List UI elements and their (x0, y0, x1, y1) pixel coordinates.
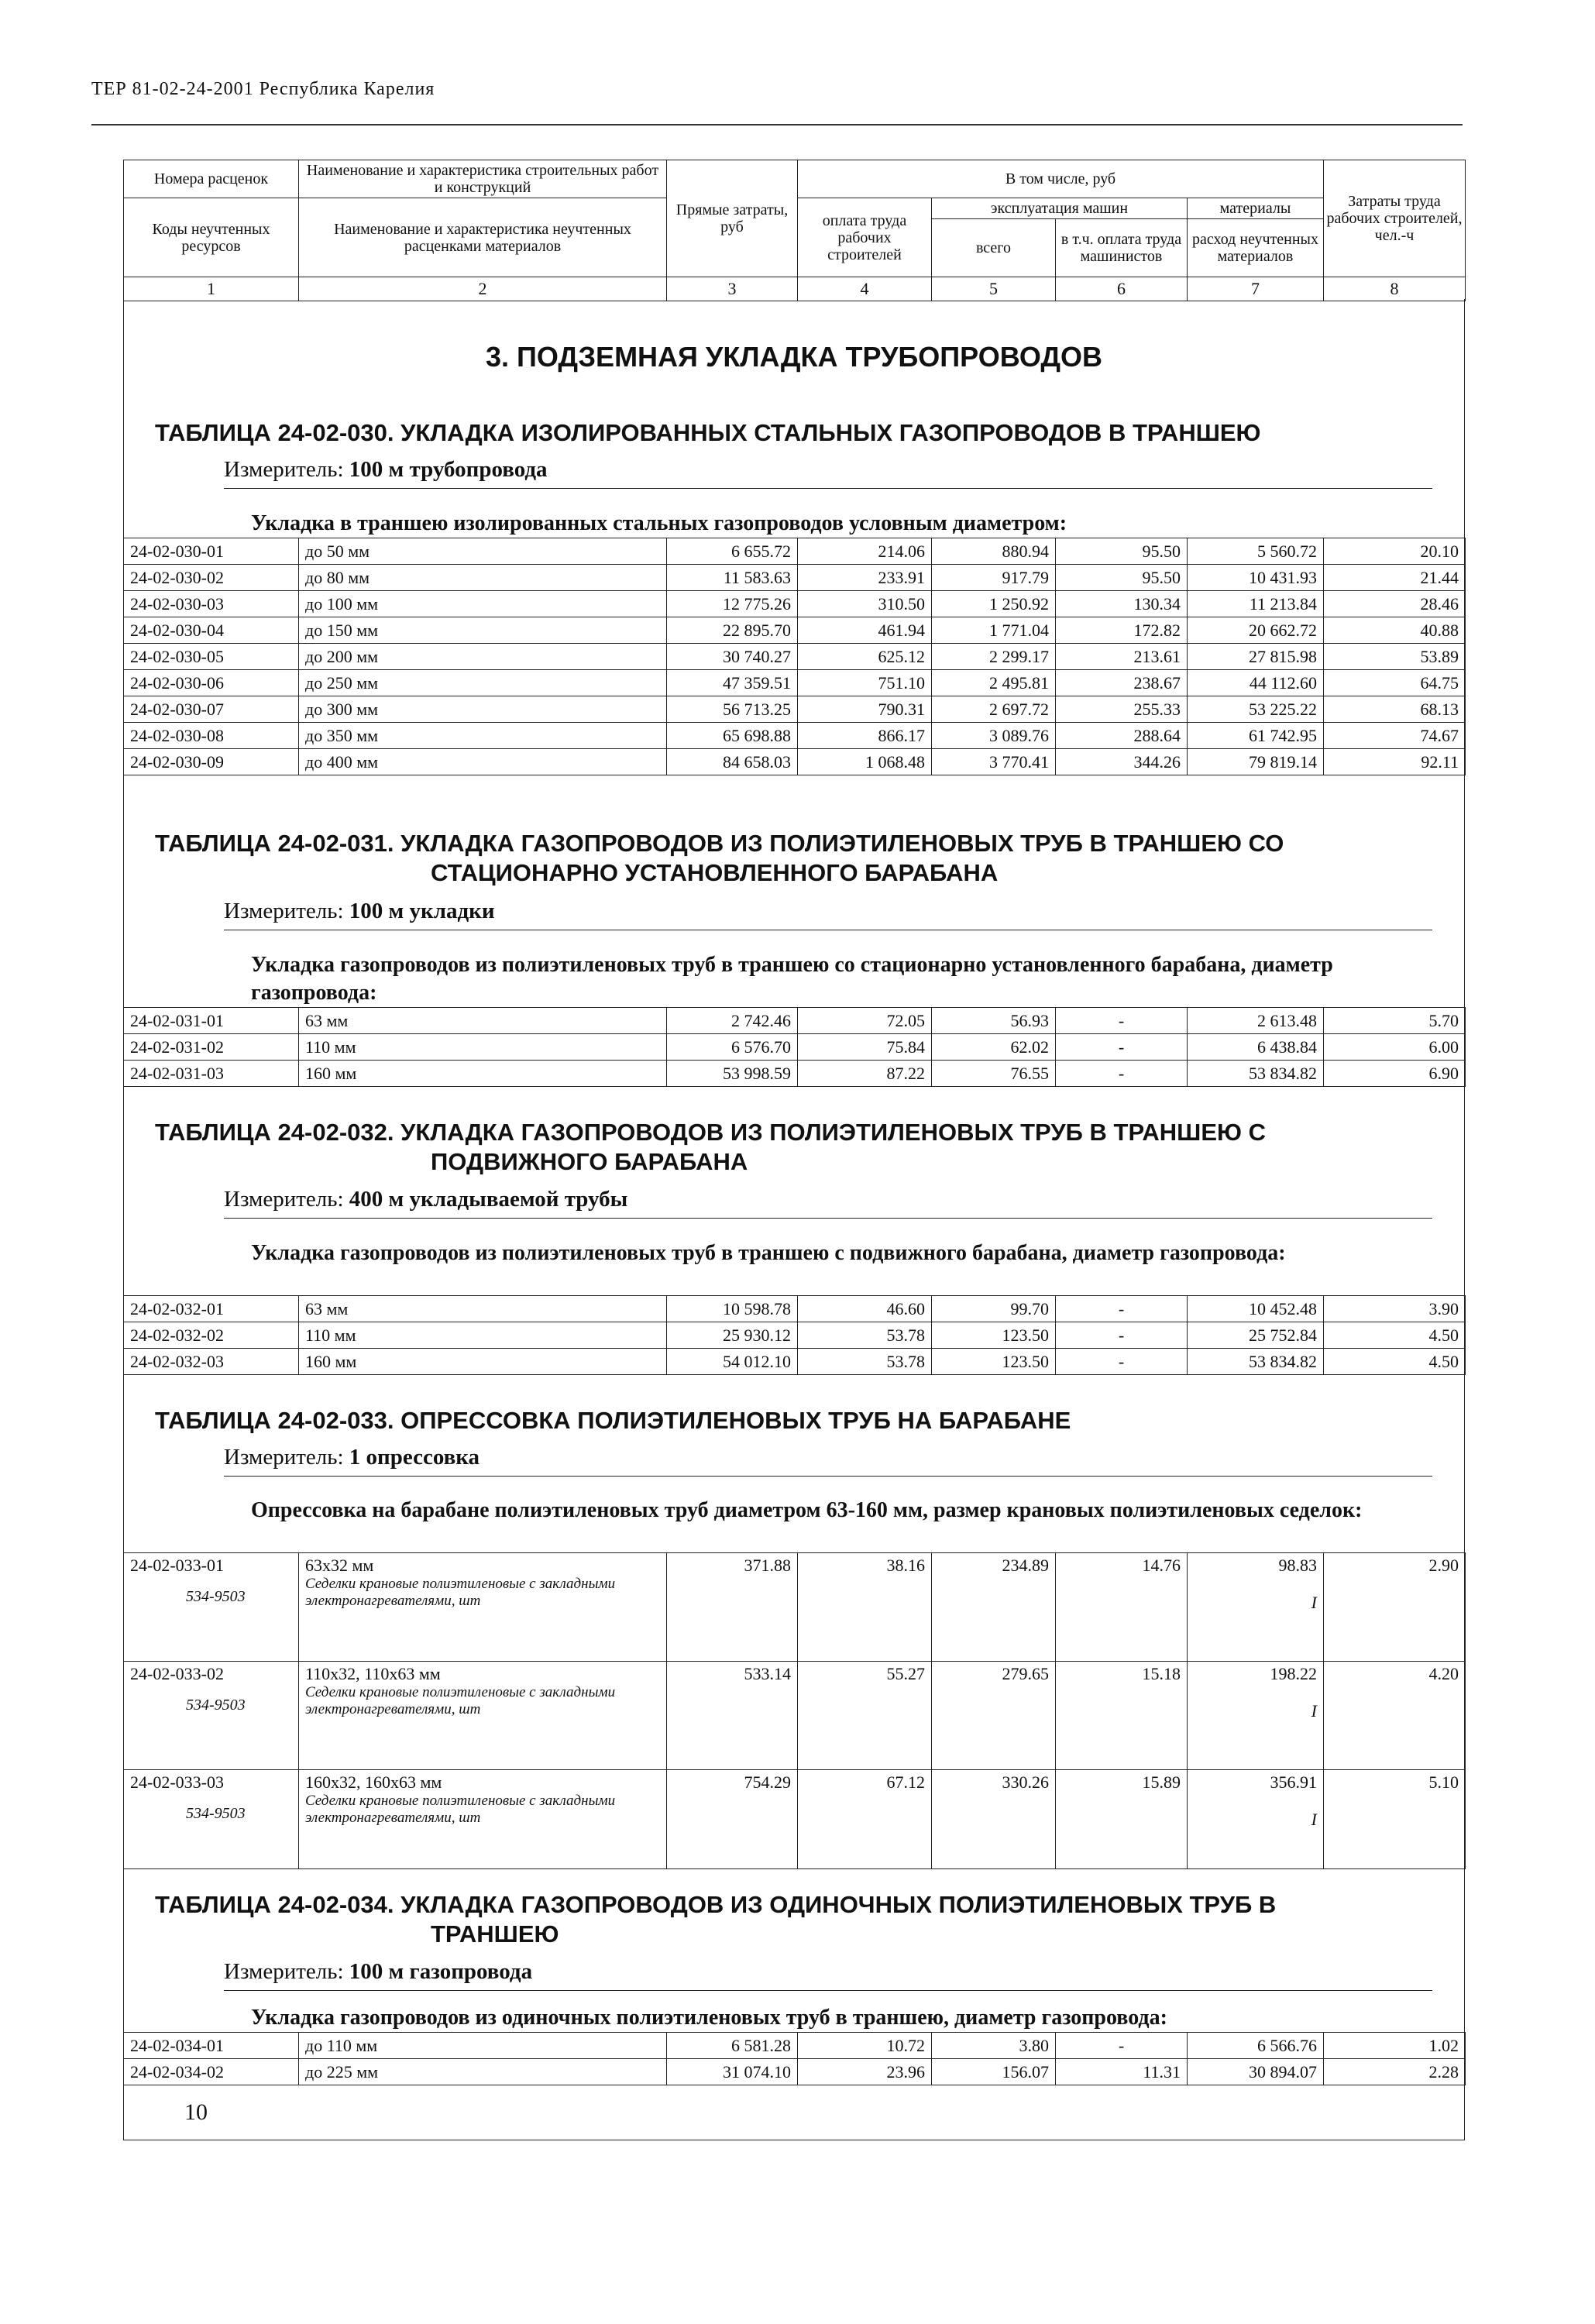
table-cell: 172.82 (1056, 617, 1188, 644)
table-cell: 10.72 (798, 2033, 932, 2059)
header-code-top: Номера расценок (124, 160, 299, 198)
table-cell: до 50 мм (299, 538, 667, 565)
table-cell: 279.65 (932, 1662, 1056, 1770)
table-title-line: СТАЦИОНАРНО УСТАНОВЛЕННОГО БАРАБАНА (431, 859, 999, 886)
table-cell: 65 698.88 (667, 723, 798, 749)
table-title (155, 1890, 1425, 1949)
table-cell: 130.34 (1056, 591, 1188, 617)
table-cell: 371.88 (667, 1553, 798, 1662)
page-number: 10 (184, 2099, 208, 2125)
table-cell: 24-02-030-07 (124, 696, 299, 723)
unaccounted-quantity: I (1311, 1593, 1317, 1612)
meter-value: 1 опрессовка (349, 1445, 480, 1470)
table-cell: 38.16 (798, 1553, 932, 1662)
table-row (124, 1296, 1466, 1322)
header-direct: Прямые затраты, руб (667, 160, 798, 277)
table-cell: до 350 мм (299, 723, 667, 749)
table-cell: 53 834.82 (1188, 1349, 1324, 1375)
table-cell: 110 мм (299, 1034, 667, 1061)
table-cell: 21.44 (1324, 565, 1466, 591)
work-name: 160х32, 160х63 мм (305, 1772, 442, 1792)
table-cell: 2 299.17 (932, 644, 1056, 670)
header-materials-unaccounted: расход неучтенных материалов (1188, 219, 1324, 277)
table-cell: 866.17 (798, 723, 932, 749)
table-row (124, 1349, 1466, 1375)
table-cell: 461.94 (798, 617, 932, 644)
meter-value: 100 м трубопровода (349, 457, 548, 482)
meter (224, 1959, 1432, 1991)
table-cell: 10 598.78 (667, 1296, 798, 1322)
table-cell: 6 581.28 (667, 2033, 798, 2059)
resource-name: Седелки крановые полиэтиленовые с закладными электронагревателями, шт (305, 1576, 616, 1609)
unaccounted-quantity: I (1311, 1701, 1317, 1721)
table-cell: 1 068.48 (798, 749, 932, 775)
table-title (155, 829, 1425, 888)
resource-code: 534-9503 (186, 1697, 246, 1714)
table-cell: 160 мм (299, 1349, 667, 1375)
table-cell: 214.06 (798, 538, 932, 565)
table-cell: 917.79 (932, 565, 1056, 591)
header-machines: эксплуатация машин (932, 198, 1188, 219)
table-cell: 30 894.07 (1188, 2059, 1324, 2085)
table-cell: 63 мм (299, 1008, 667, 1034)
unaccounted-quantity: I (1311, 1810, 1317, 1829)
table-cell: 24-02-032-01 (124, 1296, 299, 1322)
table-cell: 31 074.10 (667, 2059, 798, 2085)
table-row (124, 1553, 1466, 1662)
table-cell: 61 742.95 (1188, 723, 1324, 749)
rates-table (123, 1007, 1466, 1087)
table-cell: 53 998.59 (667, 1061, 798, 1087)
table-cell: до 250 мм (299, 670, 667, 696)
table-cell: 10 431.93 (1188, 565, 1324, 591)
table-cell: 24-02-030-09 (124, 749, 299, 775)
table-cell: 24-02-031-03 (124, 1061, 299, 1087)
header-col-number: 4 (798, 277, 932, 301)
header-col-number: 2 (299, 277, 667, 301)
meter (224, 457, 1432, 489)
table-cell: 24-02-030-04 (124, 617, 299, 644)
table-title (155, 1406, 1425, 1435)
table-cell: 24-02-030-03 (124, 591, 299, 617)
table-cell: 2.28 (1324, 2059, 1466, 2085)
table-cell: 56.93 (932, 1008, 1056, 1034)
header-name-top: Наименование и характеристика строительных работ и конструкций (299, 160, 667, 198)
table-cell: 24-02-030-05 (124, 644, 299, 670)
table-cell: 24-02-034-01 (124, 2033, 299, 2059)
table-cell: 1 250.92 (932, 591, 1056, 617)
table-cell: - (1056, 2033, 1188, 2059)
table-row (124, 2059, 1466, 2085)
rate-code: 24-02-033-01 (130, 1556, 224, 1575)
meter-value: 100 м газопровода (349, 1959, 533, 1984)
table-cell: 87.22 (798, 1061, 932, 1087)
table-cell: 24-02-030-06 (124, 670, 299, 696)
header-name-bottom: Наименование и характеристика неучтенных расценками материалов (299, 198, 667, 277)
table-cell: 62.02 (932, 1034, 1056, 1061)
meter-label: Измеритель: (224, 457, 344, 482)
table-cell: 2 697.72 (932, 696, 1056, 723)
table-cell: 20 662.72 (1188, 617, 1324, 644)
header-code-bottom: Коды неучтенных ресурсов (124, 198, 299, 277)
table-cell: 11 213.84 (1188, 591, 1324, 617)
table-cell: 1 771.04 (932, 617, 1056, 644)
table-cell: 3.90 (1324, 1296, 1466, 1322)
table-cell (1188, 1770, 1324, 1869)
table-cell: 6 438.84 (1188, 1034, 1324, 1061)
table-cell: 123.50 (932, 1349, 1056, 1375)
table-cell: 3 089.76 (932, 723, 1056, 749)
table-cell: 4.20 (1324, 1662, 1466, 1770)
table-cell: 156.07 (932, 2059, 1056, 2085)
table-title-line: ТАБЛИЦА 24-02-032. УКЛАДКА ГАЗОПРОВОДОВ ИЗ ПОЛИЭТИЛЕНОВЫХ ТРУБ В ТРАНШЕЮ С (155, 1119, 1266, 1146)
table-cell: 533.14 (667, 1662, 798, 1770)
table-cell: до 110 мм (299, 2033, 667, 2059)
table-cell (299, 1662, 667, 1770)
table-cell: 5.10 (1324, 1770, 1466, 1869)
table-cell (299, 1770, 667, 1869)
table-cell: 288.64 (1056, 723, 1188, 749)
table-cell: 24-02-031-02 (124, 1034, 299, 1061)
table-row (124, 1034, 1466, 1061)
table-cell: 54 012.10 (667, 1349, 798, 1375)
table-cell: 72.05 (798, 1008, 932, 1034)
table-cell: 238.67 (1056, 670, 1188, 696)
rates-table (123, 1295, 1466, 1375)
table-cell: - (1056, 1296, 1188, 1322)
table-cell (124, 1553, 299, 1662)
table-title-line: ТАБЛИЦА 24-02-034. УКЛАДКА ГАЗОПРОВОДОВ ИЗ ОДИНОЧНЫХ ПОЛИЭТИЛЕНОВЫХ ТРУБ В (155, 1891, 1277, 1918)
table-caption: Укладка газопроводов из полиэтиленовых труб в траншею с подвижного барабана, диаметр газопровода: (251, 1241, 1286, 1265)
section-title: 3. ПОДЗЕМНАЯ УКЛАДКА ТРУБОПРОВОДОВ (485, 341, 1102, 373)
table-cell: 25 930.12 (667, 1322, 798, 1349)
header-including: В том числе, руб (798, 160, 1324, 198)
table-cell (1188, 1662, 1324, 1770)
materials-value: 98.83 (1278, 1556, 1317, 1575)
table-cell: 255.33 (1056, 696, 1188, 723)
column-header-table (123, 160, 1466, 301)
table-cell: 24-02-032-03 (124, 1349, 299, 1375)
header-machines-wages: в т.ч. оплата труда машинистов (1056, 219, 1188, 277)
table-cell: 64.75 (1324, 670, 1466, 696)
table-cell: 23.96 (798, 2059, 932, 2085)
header-col-number: 6 (1056, 277, 1188, 301)
resource-code: 534-9503 (186, 1805, 246, 1822)
table-caption: Опрессовка на барабане полиэтиленовых труб диаметром 63-160 мм, размер крановых полиэтиленовых седелок: (251, 1498, 1363, 1522)
table-cell: 4.50 (1324, 1349, 1466, 1375)
meter-label: Измеритель: (224, 1187, 344, 1212)
table-cell: 24-02-030-08 (124, 723, 299, 749)
table-cell: 880.94 (932, 538, 1056, 565)
table-cell: 3 770.41 (932, 749, 1056, 775)
table-cell: 344.26 (1056, 749, 1188, 775)
table-cell (124, 1662, 299, 1770)
table-cell: 160 мм (299, 1061, 667, 1087)
table-cell: 790.31 (798, 696, 932, 723)
table-cell: 46.60 (798, 1296, 932, 1322)
table-cell: 11.31 (1056, 2059, 1188, 2085)
table-title-line: ПОДВИЖНОГО БАРАБАНА (431, 1148, 748, 1175)
table-cell: до 150 мм (299, 617, 667, 644)
table-cell: 4.50 (1324, 1322, 1466, 1349)
table-row (124, 1061, 1466, 1087)
materials-value: 198.22 (1270, 1664, 1317, 1683)
resource-name: Седелки крановые полиэтиленовые с закладными электронагревателями, шт (305, 1793, 616, 1826)
table-row (124, 644, 1466, 670)
meter-label: Измеритель: (224, 1445, 344, 1470)
meter-label: Измеритель: (224, 1959, 344, 1984)
table-cell: 15.18 (1056, 1662, 1188, 1770)
table-row (124, 696, 1466, 723)
table-cell: до 80 мм (299, 565, 667, 591)
table-cell: 15.89 (1056, 1770, 1188, 1869)
table-cell: 24-02-030-02 (124, 565, 299, 591)
table-cell: 20.10 (1324, 538, 1466, 565)
table-cell: 79 819.14 (1188, 749, 1324, 775)
table-row (124, 591, 1466, 617)
table-cell: до 100 мм (299, 591, 667, 617)
header-col-number: 7 (1188, 277, 1324, 301)
table-cell: 95.50 (1056, 565, 1188, 591)
header-rule (91, 124, 1463, 125)
table-cell: 330.26 (932, 1770, 1056, 1869)
table-cell (299, 1553, 667, 1662)
table-cell: - (1056, 1008, 1188, 1034)
table-cell: 310.50 (798, 591, 932, 617)
table-cell: 47 359.51 (667, 670, 798, 696)
table-cell: 234.89 (932, 1553, 1056, 1662)
table-cell: 55.27 (798, 1662, 932, 1770)
table-title-line: ТАБЛИЦА 24-02-031. УКЛАДКА ГАЗОПРОВОДОВ ИЗ ПОЛИЭТИЛЕНОВЫХ ТРУБ В ТРАНШЕЮ СО (155, 830, 1284, 857)
table-cell: 30 740.27 (667, 644, 798, 670)
table-cell: 24-02-034-02 (124, 2059, 299, 2085)
table-cell: - (1056, 1322, 1188, 1349)
table-title-line: ТАБЛИЦА 24-02-030. УКЛАДКА ИЗОЛИРОВАННЫХ СТАЛЬНЫХ ГАЗОПРОВОДОВ В ТРАНШЕЮ (155, 419, 1261, 446)
work-name: 63х32 мм (305, 1556, 374, 1575)
header-wages: оплата труда рабочих строителей (798, 198, 932, 277)
meter-value: 400 м укладываемой трубы (349, 1187, 628, 1212)
table-cell: 11 583.63 (667, 565, 798, 591)
meter-value: 100 м укладки (349, 899, 495, 923)
table-caption: Укладка в траншею изолированных стальных газопроводов условным диаметром: (251, 511, 1067, 535)
table-cell: до 400 мм (299, 749, 667, 775)
table-cell: - (1056, 1349, 1188, 1375)
table-cell: 44 112.60 (1188, 670, 1324, 696)
table-row (124, 670, 1466, 696)
table-cell: 3.80 (932, 2033, 1056, 2059)
table-cell: 6.90 (1324, 1061, 1466, 1087)
rate-code: 24-02-033-03 (130, 1772, 224, 1792)
table-row (124, 1662, 1466, 1770)
rate-code: 24-02-033-02 (130, 1664, 224, 1683)
table-cell: 6 566.76 (1188, 2033, 1324, 2059)
table-cell: 40.88 (1324, 617, 1466, 644)
header-machines-total: всего (932, 219, 1056, 277)
table-cell: 53.78 (798, 1322, 932, 1349)
table-cell: 123.50 (932, 1322, 1056, 1349)
table-cell: 2 742.46 (667, 1008, 798, 1034)
table-cell: 27 815.98 (1188, 644, 1324, 670)
rates-table (123, 538, 1466, 775)
table-cell: 84 658.03 (667, 749, 798, 775)
rates-table (123, 1552, 1466, 1869)
table-cell: 53.78 (798, 1349, 932, 1375)
table-cell: - (1056, 1034, 1188, 1061)
resource-name: Седелки крановые полиэтиленовые с закладными электронагревателями, шт (305, 1684, 616, 1717)
table-cell: 53 225.22 (1188, 696, 1324, 723)
table-cell: 53 834.82 (1188, 1061, 1324, 1087)
table-row (124, 1008, 1466, 1034)
table-cell: 233.91 (798, 565, 932, 591)
meter (224, 1445, 1432, 1477)
table-row (124, 565, 1466, 591)
table-cell: 75.84 (798, 1034, 932, 1061)
table-cell: 110 мм (299, 1322, 667, 1349)
table-row (124, 2033, 1466, 2059)
table-cell: 24-02-031-01 (124, 1008, 299, 1034)
table-cell (1188, 1553, 1324, 1662)
table-cell: 67.12 (798, 1770, 932, 1869)
header-labor: Затраты труда рабочих строителей, чел.-ч (1324, 160, 1466, 277)
table-cell: 213.61 (1056, 644, 1188, 670)
table-cell: 625.12 (798, 644, 932, 670)
table-title-line: ТАБЛИЦА 24-02-033. ОПРЕССОВКА ПОЛИЭТИЛЕНОВЫХ ТРУБ НА БАРАБАНЕ (155, 1407, 1071, 1434)
table-cell: до 200 мм (299, 644, 667, 670)
table-title-line: ТРАНШЕЮ (431, 1920, 559, 1948)
table-cell: 74.67 (1324, 723, 1466, 749)
table-row (124, 617, 1466, 644)
table-row (124, 1770, 1466, 1869)
table-cell: 56 713.25 (667, 696, 798, 723)
header-col-number: 8 (1324, 277, 1466, 301)
table-cell: 10 452.48 (1188, 1296, 1324, 1322)
table-cell: 6 655.72 (667, 538, 798, 565)
table-cell: 6 576.70 (667, 1034, 798, 1061)
table-cell: 63 мм (299, 1296, 667, 1322)
table-cell: 1.02 (1324, 2033, 1466, 2059)
table-cell: 2.90 (1324, 1553, 1466, 1662)
table-cell: до 225 мм (299, 2059, 667, 2085)
work-name: 110х32, 110х63 мм (305, 1664, 441, 1683)
table-cell: - (1056, 1061, 1188, 1087)
table-cell (124, 1770, 299, 1869)
table-row (124, 749, 1466, 775)
header-col-number: 5 (932, 277, 1056, 301)
table-cell: 5.70 (1324, 1008, 1466, 1034)
table-cell: 95.50 (1056, 538, 1188, 565)
table-cell: 12 775.26 (667, 591, 798, 617)
header-col-number: 3 (667, 277, 798, 301)
table-cell: 22 895.70 (667, 617, 798, 644)
running-header: ТЕР 81-02-24-2001 Республика Карелия (91, 79, 435, 99)
header-materials: материалы (1188, 198, 1324, 219)
table-cell: до 300 мм (299, 696, 667, 723)
meter (224, 1187, 1432, 1219)
table-caption: Укладка газопроводов из полиэтиленовых труб в траншею со стационарно установленного барабана, диаметр газопровода: (251, 953, 1333, 1005)
table-cell: 2 613.48 (1188, 1008, 1324, 1034)
header-col-number: 1 (124, 277, 299, 301)
resource-code: 534-9503 (186, 1588, 246, 1605)
table-caption: Укладка газопроводов из одиночных полиэтиленовых труб в траншею, диаметр газопровода: (251, 2006, 1167, 2030)
table-cell: 6.00 (1324, 1034, 1466, 1061)
table-row (124, 1322, 1466, 1349)
meter-label: Измеритель: (224, 899, 344, 923)
table-cell: 68.13 (1324, 696, 1466, 723)
table-cell: 53.89 (1324, 644, 1466, 670)
table-cell: 28.46 (1324, 591, 1466, 617)
table-cell: 5 560.72 (1188, 538, 1324, 565)
table-cell: 24-02-030-01 (124, 538, 299, 565)
table-title (155, 1118, 1425, 1177)
table-cell: 99.70 (932, 1296, 1056, 1322)
table-cell: 14.76 (1056, 1553, 1188, 1662)
table-cell: 92.11 (1324, 749, 1466, 775)
table-cell: 25 752.84 (1188, 1322, 1324, 1349)
table-cell: 24-02-032-02 (124, 1322, 299, 1349)
table-row (124, 723, 1466, 749)
rates-table (123, 2032, 1466, 2085)
table-title (155, 418, 1425, 448)
table-cell: 2 495.81 (932, 670, 1056, 696)
table-cell: 751.10 (798, 670, 932, 696)
table-row (124, 538, 1466, 565)
table-cell: 754.29 (667, 1770, 798, 1869)
materials-value: 356.91 (1270, 1772, 1317, 1792)
table-cell: 76.55 (932, 1061, 1056, 1087)
meter (224, 899, 1432, 930)
